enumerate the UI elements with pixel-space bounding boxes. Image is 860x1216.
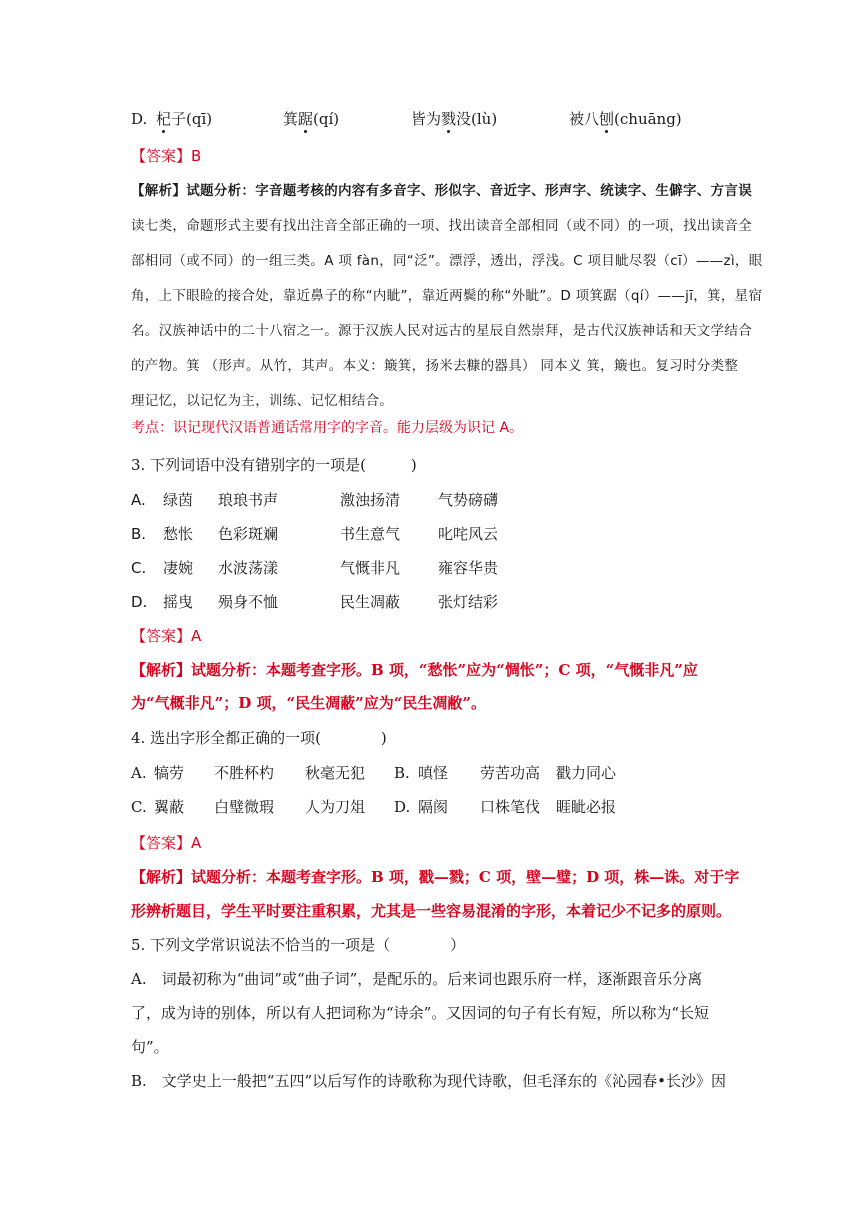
analysis-line: 部相同（或不同）的一组三类。A 项 fàn，同“泛”。漂浮，透出，浮浅。C 项目眦尽裂（cī）——zì，眼 (131, 253, 763, 269)
option-word: 人为刀俎 (305, 798, 366, 816)
option-word: 色彩斑斓 (218, 525, 279, 543)
analysis-line: 名。汉族神话中的二十八宿之一。源于汉族人民对远古的星辰自然崇拜，是古代汉族神话和天文学结合 (131, 323, 752, 339)
option-word: 水波荡漾 (218, 559, 279, 577)
option-word: 秋毫无犯 (305, 764, 366, 782)
option-word: 张灯结彩 (438, 593, 499, 611)
option-label: D. (131, 110, 148, 128)
answer-label: 【答案】A (131, 834, 202, 852)
option-word: 书生意气 (340, 525, 401, 543)
pinyin-item: 皆为戮没(lù) (411, 110, 498, 128)
option-label: A. (131, 764, 147, 782)
option-label: B. (131, 525, 147, 543)
option-text: B. 文学史上一般把“五四”以后写作的诗歌称为现代诗歌，但毛泽东的《沁园春•长沙》因 (131, 1072, 726, 1090)
analysis-line: 【解析】试题分析：本题考查字形。B 项，“愁怅”应为“惆怅”；C 项，“气慨非凡”应 (131, 661, 698, 679)
option-word: 白璧微瑕 (214, 798, 275, 816)
option-word: 凄婉 (163, 559, 194, 577)
option-word: 睚眦必报 (556, 798, 617, 816)
option-label: C. (131, 798, 147, 816)
option-word: 气慨非凡 (340, 559, 401, 577)
option-label: D. (394, 798, 411, 816)
option-word: 不胜杯杓 (214, 764, 275, 782)
option-word: 戳力同心 (556, 764, 617, 782)
option-text: A. 词最初称为“曲词”或“曲子词”，是配乐的。后来词也跟乐府一样，逐渐跟音乐分离 (131, 970, 703, 988)
pinyin-item: 被八刨(chuāng) (569, 110, 682, 128)
question-4: 4. 选出字形全都正确的一项( ) (131, 729, 387, 747)
option-word: 口株笔伐 (480, 798, 541, 816)
option-word: 叱咤风云 (438, 525, 499, 543)
option-word: 琅琅书声 (218, 491, 279, 509)
analysis-line: 读七类，命题形式主要有找出注音全部正确的一项、找出读音全部相同（或不同）的一项，找出读音全 (131, 218, 752, 234)
analysis-line: 的产物。箕 （形声。从竹，其声。本义：簸箕，扬米去糠的器具） 同本义 箕，簸也。复习时分类整 (131, 358, 739, 374)
pinyin-item: 箕踞(qí) (283, 110, 340, 128)
option-label: B. (394, 764, 410, 782)
option-text: 了，成为诗的别体，所以有人把词称为“诗余”。又因词的句子有长有短，所以称为“长短 (131, 1004, 710, 1022)
option-word: 气势磅礴 (438, 491, 499, 509)
option-word: 雍容华贵 (438, 559, 499, 577)
analysis-line: 【解析】试题分析：字音题考核的内容有多音字、形似字、音近字、形声字、统读字、生僻字、方言误 (131, 183, 752, 199)
option-word: 劳苦功高 (480, 764, 541, 782)
option-word: 嗔怪 (418, 764, 449, 782)
analysis-line: 理记忆，以记忆为主，训练、记忆相结合。 (131, 393, 394, 409)
answer-label: 【答案】B (131, 147, 202, 165)
question-3: 3. 下列词语中没有错别字的一项是( ) (131, 456, 417, 474)
option-word: 绿茵 (163, 491, 194, 509)
analysis-line: 为“气概非凡”；D 项，“民生凋蔽”应为“民生凋敝”。 (131, 694, 486, 712)
analysis-line: 形辨析题目，学生平时要注重积累，尤其是一些容易混淆的字形，本着记少不记多的原则。 (131, 902, 732, 920)
pinyin-item: 杞子(qī) (156, 110, 213, 128)
option-label: A. (131, 491, 146, 509)
option-text: 句”。 (131, 1038, 169, 1056)
option-word: 殒身不恤 (218, 593, 279, 611)
analysis-line: 角，上下眼睑的接合处，靠近鼻子的称“内眦”，靠近两鬓的称“外眦”。D 项箕踞（qí）——jī，箕，星宿 (131, 288, 763, 304)
option-word: 民生凋蔽 (340, 593, 401, 611)
question-5: 5. 下列文学常识说法不恰当的一项是（ ） (131, 936, 466, 954)
answer-label: 【答案】A (131, 627, 202, 645)
analysis-line: 【解析】试题分析：本题考查字形。B 项，戳—戮；C 项，壁—璧；D 项，株—诛。对于字 (131, 868, 740, 886)
option-word: 摇曳 (163, 593, 194, 611)
kaodian-text: 考点：识记现代汉语普通话常用字的字音。能力层级为识记 A。 (131, 420, 524, 436)
option-word: 翼蔽 (154, 798, 185, 816)
option-label: C. (131, 559, 147, 577)
option-label: D. (131, 593, 148, 611)
option-word: 犒劳 (154, 764, 185, 782)
option-word: 隔阂 (418, 798, 449, 816)
option-word: 愁怅 (163, 525, 194, 543)
option-word: 激浊扬清 (340, 491, 401, 509)
